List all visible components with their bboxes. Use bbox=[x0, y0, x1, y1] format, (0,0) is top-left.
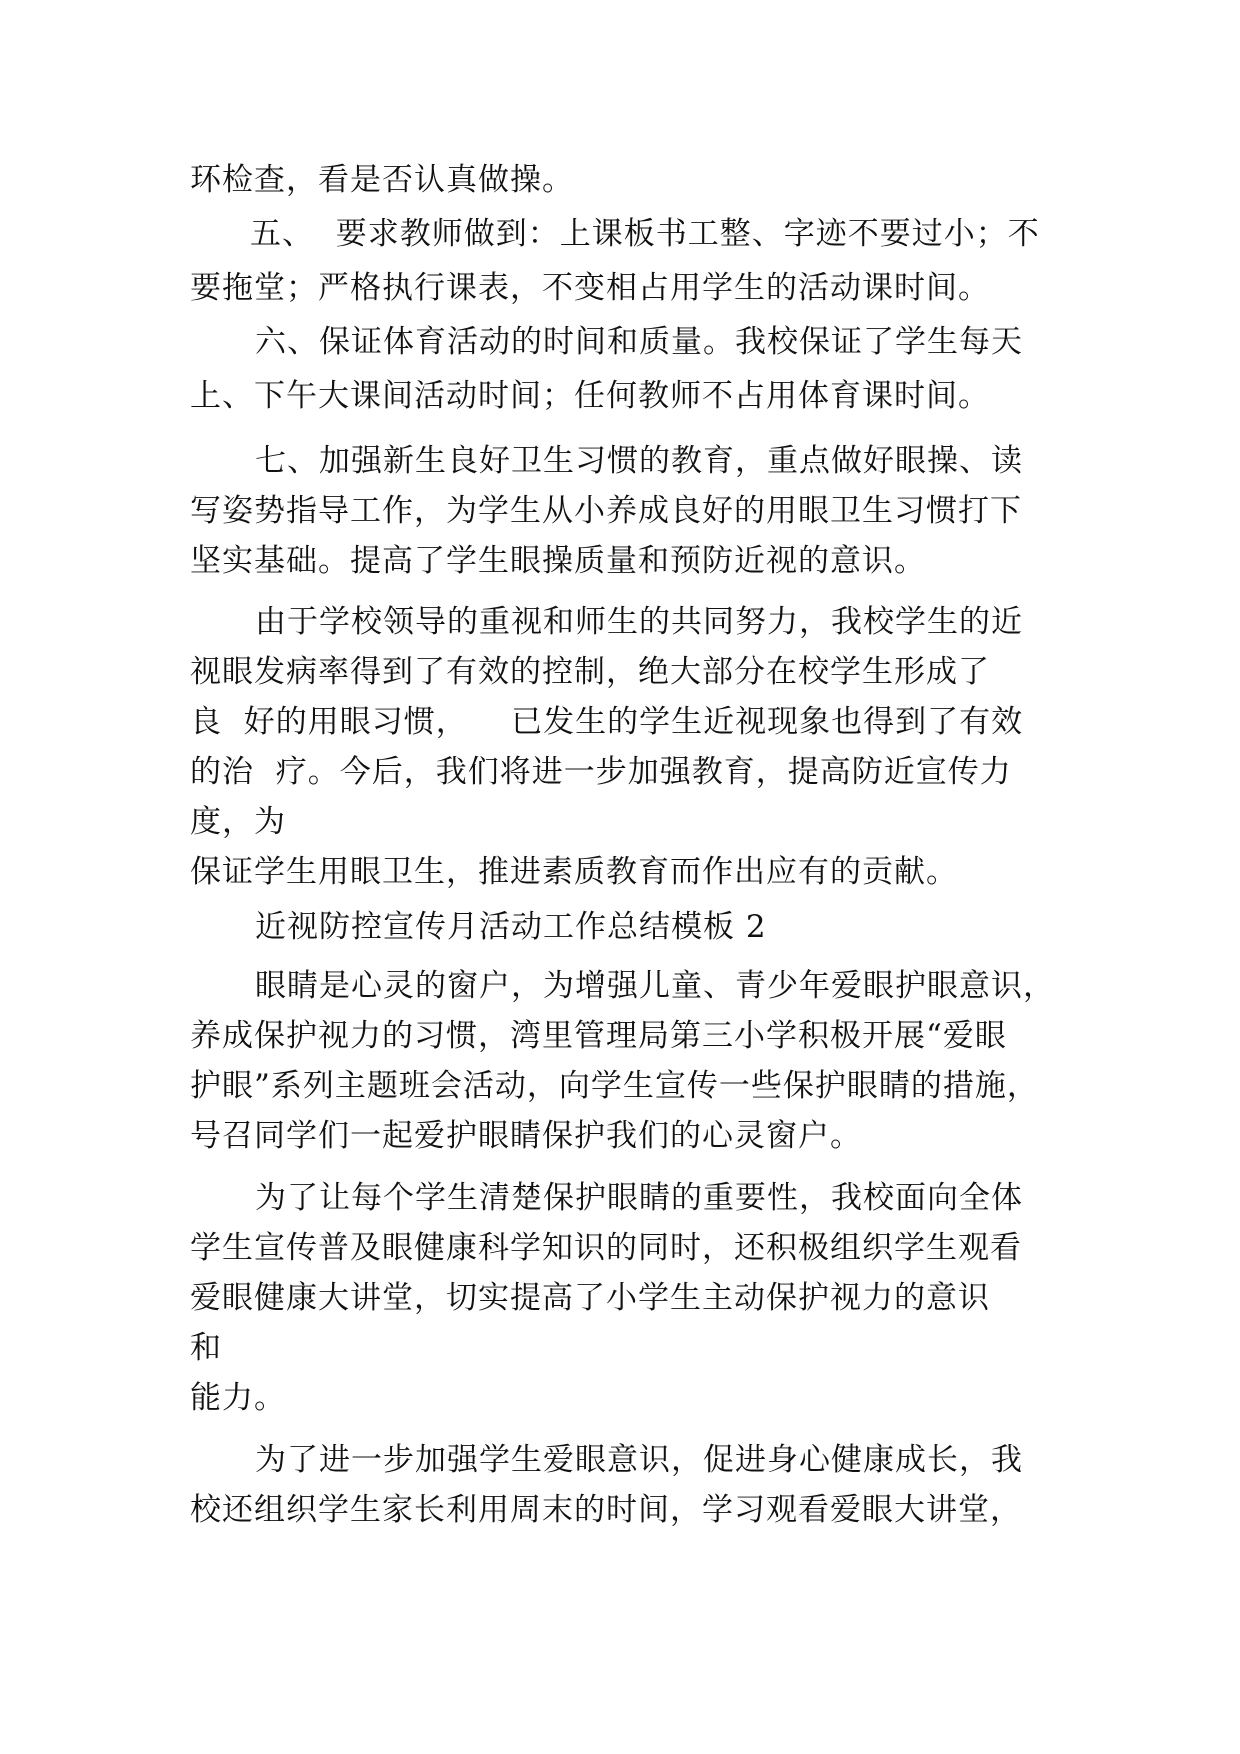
text-line: 为了让每个学生清楚保护眼睛的重要性，我校面向全体 bbox=[255, 1180, 1023, 1216]
text-line: 上、下午大课间活动时间；任何教师不占用体育课时间。 bbox=[190, 378, 990, 414]
text-line: 六、保证体育活动的时间和质量。我校保证了学生每天 bbox=[255, 324, 1023, 360]
text-line: 视眼发病率得到了有效的控制，绝大部分在校学生形成了 bbox=[190, 654, 990, 690]
section-heading: 近视防控宣传月活动工作总结模板 2 bbox=[255, 909, 767, 945]
text-line: 七、加强新生良好卫生习惯的教育，重点做好眼操、读 bbox=[255, 443, 1023, 479]
text-line: 良 好的用眼习惯， 已发生的学生近视现象也得到了有效 bbox=[190, 704, 1024, 740]
text-line: 养成保护视力的习惯，湾里管理局第三小学积极开展“爱眼 bbox=[190, 1018, 1007, 1054]
text-line: 爱眼健康大讲堂，切实提高了小学生主动保护视力的意识 bbox=[190, 1280, 990, 1316]
text-line: 坚实基础。提高了学生眼操质量和预防近视的意识。 bbox=[190, 543, 926, 579]
text-line: 眼睛是心灵的窗户，为增强儿童、青少年爱眼护眼意识， bbox=[255, 968, 1055, 1004]
text-line: 为了进一步加强学生爱眼意识，促进身心健康成长，我 bbox=[255, 1442, 1023, 1478]
text-line: 号召同学们一起爱护眼睛保护我们的心灵窗户。 bbox=[190, 1118, 862, 1154]
text-line: 护眼”系列主题班会活动，向学生宣传一些保护眼睛的措施， bbox=[190, 1068, 1039, 1104]
text-line: 的治 疗。今后，我们将进一步加强教育，提高防近宣传力 bbox=[190, 754, 1012, 790]
text-line: 写姿势指导工作，为学生从小养成良好的用眼卫生习惯打下 bbox=[190, 493, 1022, 529]
text-line: 度，为 bbox=[190, 804, 286, 840]
text-line: 环检查，看是否认真做操。 bbox=[190, 162, 574, 198]
text-line: 保证学生用眼卫生，推进素质教育而作出应有的贡献。 bbox=[190, 854, 958, 890]
text-line: 和 bbox=[190, 1330, 222, 1366]
text-line: 能力。 bbox=[190, 1380, 286, 1416]
text-line: 学生宣传普及眼健康科学知识的同时，还积极组织学生观看 bbox=[190, 1230, 1022, 1266]
text-line: 校还组织学生家长利用周末的时间，学习观看爱眼大讲堂， bbox=[190, 1492, 1022, 1528]
text-line: 要拖堂；严格执行课表，不变相占用学生的活动课时间。 bbox=[190, 270, 990, 306]
text-line: 由于学校领导的重视和师生的共同努力，我校学生的近 bbox=[255, 604, 1023, 640]
text-line: 五、 要求教师做到：上课板书工整、字迹不要过小；不 bbox=[250, 216, 1040, 252]
